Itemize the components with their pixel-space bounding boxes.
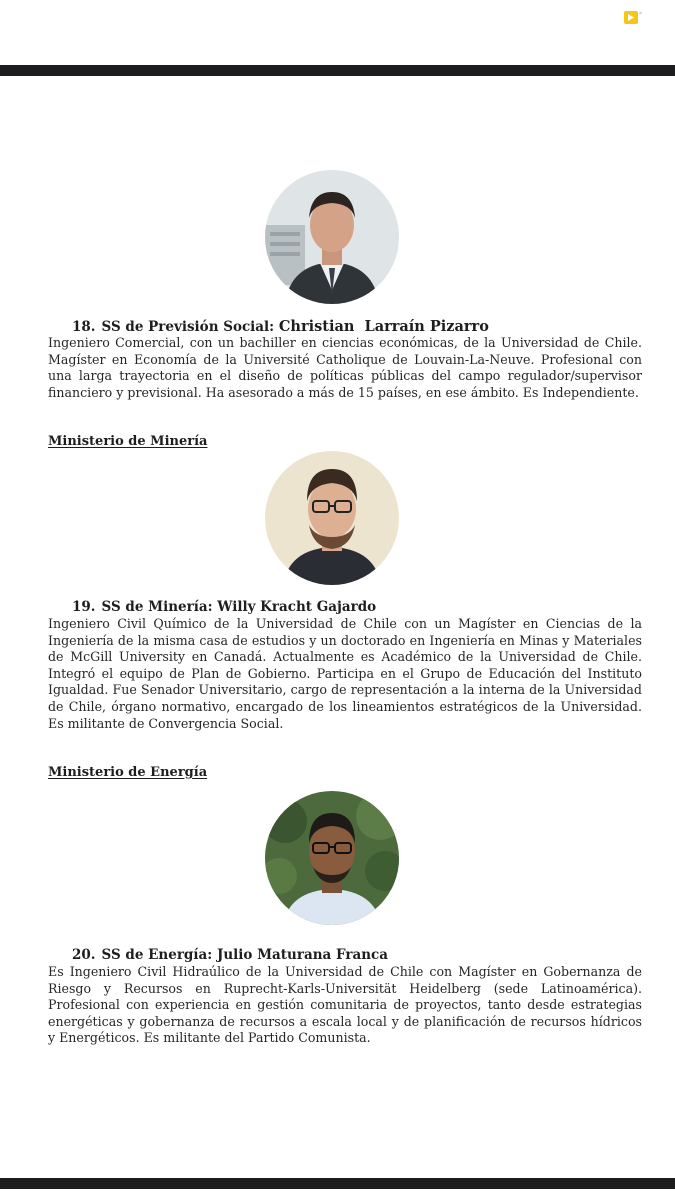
entry-19-role: SS de Minería: xyxy=(101,599,213,615)
entry-19-number: 19. xyxy=(72,599,96,615)
portrait-christian-larrain xyxy=(265,170,399,304)
app-badge-icon xyxy=(624,10,642,25)
entry-19-description: Ingeniero Civil Químico de la Universidad de Chile con un Magíster en Ciencias de la Ingeniería de la misma casa de estudios y un doctorado en Ingeniería en Minas y Materiales de McGill University en Canadá. Actualmente es Académico de la Universidad de Chile. Integró el equipo de Plan de Gobierno. Participa en el Grupo de Educación del Instituto Igualdad. Fue Senador Universitario, cargo de representación a la interna de la Universidad de Chile, órgano normativo, encargado de los lineamientos estratégicos de la Universidad. Es militante de Convergencia Social. xyxy=(48,616,642,731)
entry-19-name: Willy Kracht Gajardo xyxy=(217,599,377,615)
portrait-julio-maturana xyxy=(265,791,399,925)
section-heading-energia: Ministerio de Energía xyxy=(48,765,208,780)
entry-20-role: SS de Energía: xyxy=(101,947,213,963)
entry-20-description: Es Ingeniero Civil Hidraúlico de la Universidad de Chile con Magíster en Gobernanza de Riesgo y Recursos en Ruprecht-Karls-Universität Heidelberg (sede Latinoamérica). Profesional con experiencia en gestión comunitaria de proyectos, tanto desde estrategias energéticas y gobernanza de recursos a escala local y de planificación de recursos hídricos y Energéticos. Es militante del Partido Comunista. xyxy=(48,964,642,1046)
bottom-divider-bar xyxy=(0,1178,675,1189)
entry-20-name: Julio Maturana Franca xyxy=(216,947,388,963)
section-heading-mineria: Ministerio de Minería xyxy=(48,434,208,449)
entry-20-number: 20. xyxy=(72,947,96,963)
entry-18-name: Christian Larraín Pizarro xyxy=(278,318,489,335)
entry-18-title xyxy=(72,318,489,335)
entry-18-number: 18. xyxy=(72,319,96,335)
entry-20-title xyxy=(72,947,388,963)
entry-18-description: Ingeniero Comercial, con un bachiller en ciencias económicas, de la Universidad de Chile. Magíster en Economía de la Université Catholique de Louvain-La-Neuve. Profesional con una larga trayectoria en el diseño de políticas públicas del campo regulador/supervisor financiero y previsional. Ha asesorado a más de 15 países, en ese ámbito. Es Independiente. xyxy=(48,335,642,400)
entry-18-role: SS de Previsión Social: xyxy=(101,319,275,335)
portrait-willy-kracht xyxy=(265,451,399,585)
entry-19-title xyxy=(72,599,376,615)
top-divider-bar xyxy=(0,65,675,76)
